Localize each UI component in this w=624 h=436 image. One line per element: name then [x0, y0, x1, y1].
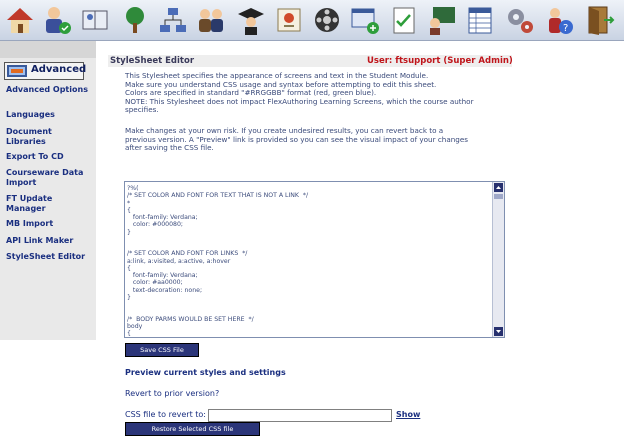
org-chart-icon[interactable] [156, 3, 190, 37]
help-icon[interactable] [542, 3, 576, 37]
users-icon[interactable] [194, 3, 228, 37]
sidebar-item-ft-update-manager[interactable]: FT Update Manager [6, 194, 53, 213]
sidebar-header-label: Advanced [31, 64, 87, 75]
save-css-button[interactable]: Save CSS File [125, 343, 199, 357]
sidebar-header[interactable] [4, 62, 87, 80]
editor-scrollbar[interactable] [492, 182, 504, 337]
risk-line: previous version. A "Preview" link is provided so you can see the visual impact of your changes [125, 134, 469, 144]
css-editor[interactable] [124, 181, 505, 338]
css-file-label: CSS file to revert to: [125, 410, 206, 419]
sidebar-item-document-libraries[interactable]: Document Libraries [6, 127, 52, 146]
sidebar-item-stylesheet-editor[interactable]: StyleSheet Editor [6, 252, 86, 261]
sidebar-item-mb-import[interactable]: MB Import [6, 219, 54, 228]
scroll-thumb[interactable] [494, 194, 503, 199]
user-label: User: ftsupport (Super Admin) [367, 56, 513, 66]
page-title: StyleSheet Editor [110, 56, 195, 66]
restore-css-button[interactable]: Restore Selected CSS file [125, 422, 260, 436]
sidebar-item-languages[interactable]: Languages [6, 110, 55, 119]
top-toolbar [0, 0, 624, 41]
css-editor-content[interactable]: ?%( /* SET COLOR AND FONT FOR TEXT THAT IS NOT A LINK */ * { font-family: Verdana; color: #000080; } /* SET COLOR AND FONT FOR LINKS */ a:link, a:visited, a:active, a:hover { font-family: Verdana; color: #aa0000; text-decoration: none; } /* BODY PARMS WOULD BE SET HERE */ body { [127, 185, 309, 337]
user-check-icon[interactable] [40, 3, 74, 37]
teacher-board-icon[interactable] [425, 3, 459, 37]
checklist-icon[interactable] [387, 3, 421, 37]
svg-text:?: ? [563, 23, 569, 34]
gears-icon[interactable] [503, 3, 537, 37]
scroll-up-button[interactable] [494, 183, 503, 192]
arrow-up-icon [494, 183, 503, 192]
intro-line: NOTE: This Stylesheet does not impact FlexAuthoring Learning Screens, which the course author [125, 96, 474, 106]
film-icon[interactable] [310, 3, 344, 37]
table-icon[interactable] [463, 3, 497, 37]
css-file-input[interactable] [208, 409, 392, 422]
intro-line: Make sure you understand CSS usage and syntax before attempting to edit this sheet. [125, 79, 437, 89]
intro-line: specifies. [125, 105, 159, 114]
sidebar-item-courseware-data-import[interactable]: Courseware Data Import [6, 168, 84, 187]
risk-line: after saving the CSS file. [125, 143, 214, 152]
show-link[interactable]: Show [396, 410, 421, 419]
intro-line: This Stylesheet specifies the appearance of screens and text in the Student Module. [125, 71, 429, 80]
book-icon[interactable] [78, 3, 112, 37]
intro-line: Colors are specified in standard "#RRGGBB" format (red, green blue). [125, 88, 377, 97]
window-add-icon[interactable] [348, 3, 382, 37]
revert-prompt: Revert to prior version? [125, 389, 220, 398]
scroll-down-button[interactable] [494, 327, 503, 336]
preview-link[interactable]: Preview current styles and settings [125, 368, 286, 377]
exit-door-icon[interactable] [582, 3, 616, 37]
risk-line: Make changes at your own risk. If you create undesired results, you can revert back to a [125, 126, 444, 135]
tree-icon[interactable] [118, 3, 152, 37]
home-icon[interactable] [3, 3, 37, 37]
sidebar-item-export-to-cd[interactable]: Export To CD [6, 152, 64, 161]
certificate-icon[interactable] [272, 3, 306, 37]
advanced-icon [7, 65, 27, 77]
graduate-icon[interactable] [234, 3, 268, 37]
sidebar-item-advanced-options[interactable]: Advanced Options [6, 85, 88, 94]
sidebar-item-api-link-maker[interactable]: API Link Maker [6, 236, 74, 245]
arrow-down-icon [494, 327, 503, 336]
